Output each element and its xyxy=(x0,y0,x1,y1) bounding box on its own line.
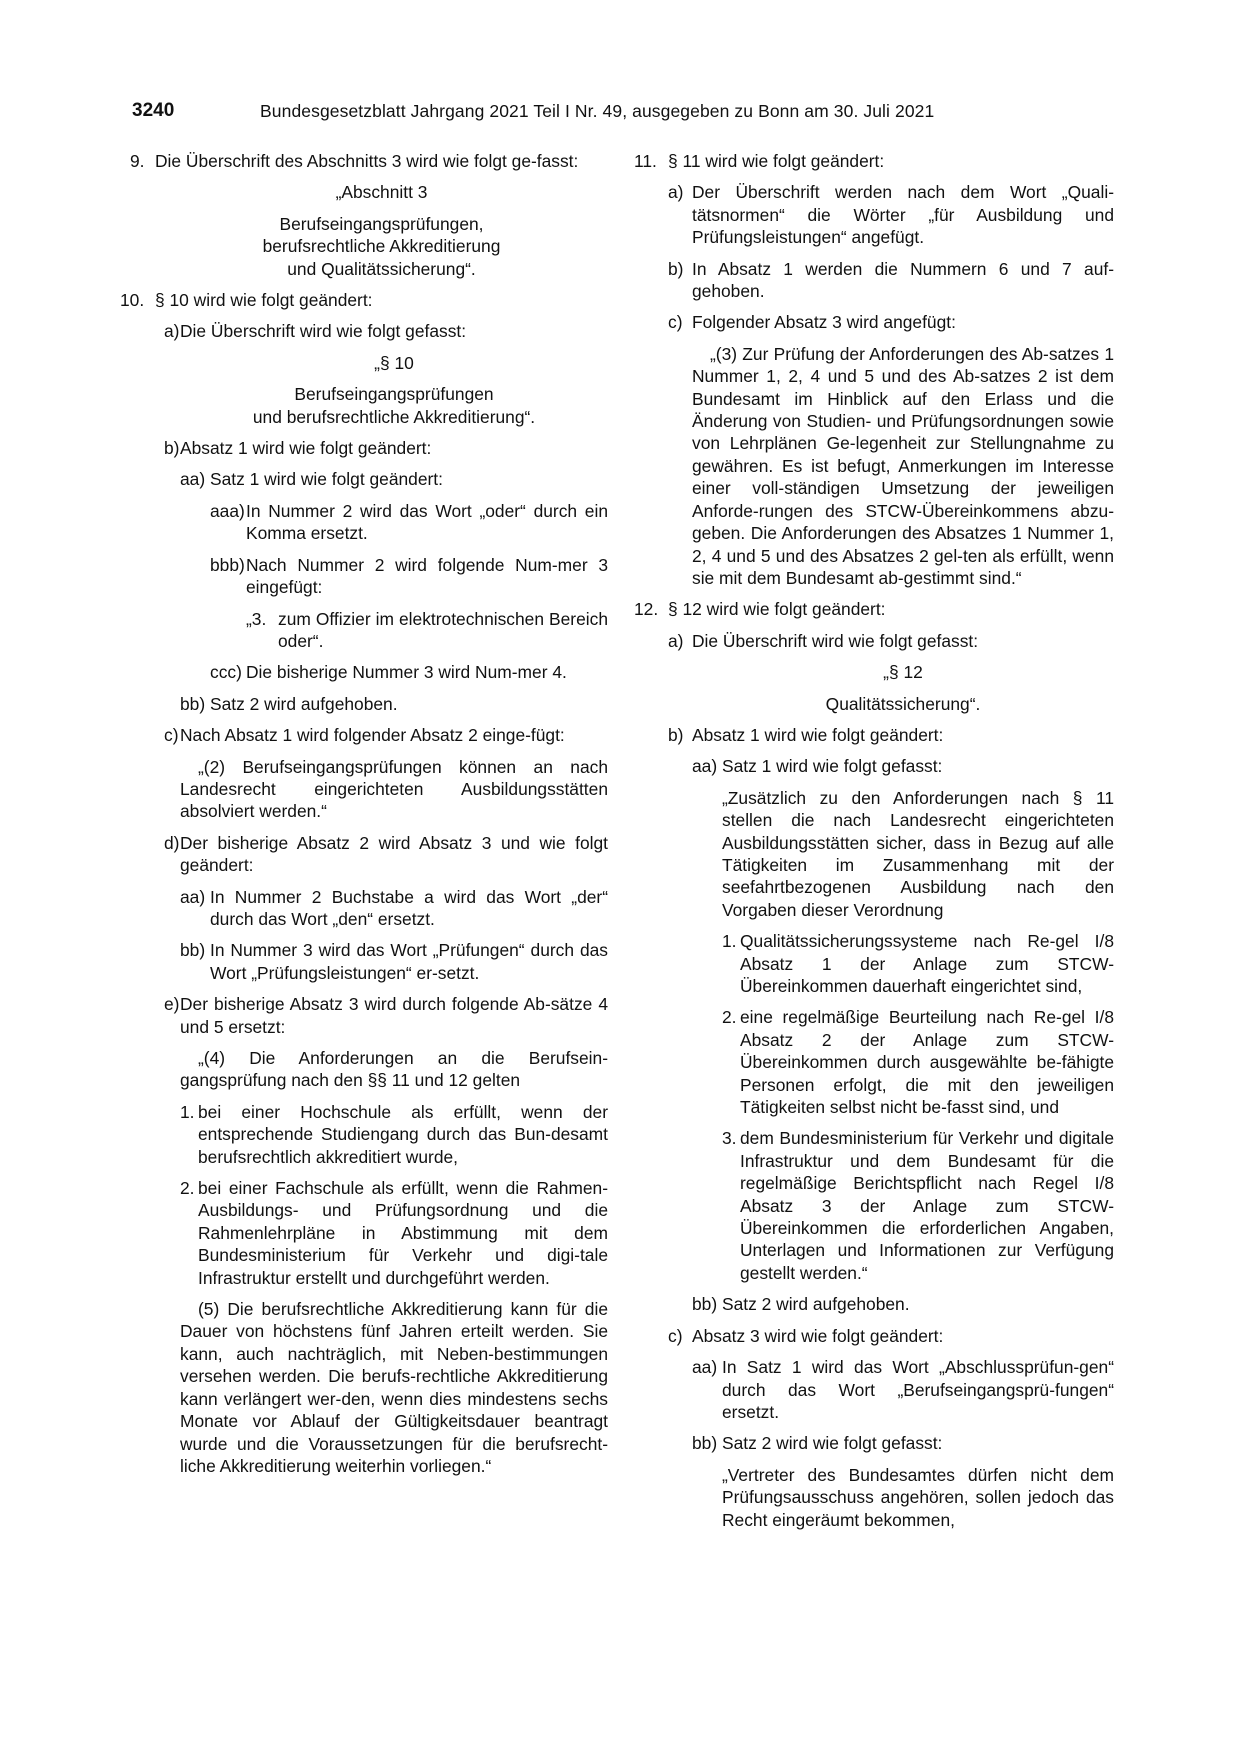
item-11-a xyxy=(634,181,1114,248)
item-10-b-bbb xyxy=(130,554,608,599)
item-10-d-bb xyxy=(130,939,608,984)
item-label: bbb) xyxy=(210,554,245,575)
item-10-e-2 xyxy=(130,1177,608,1289)
item-text: Satz 2 wird aufgehoben. xyxy=(722,1294,910,1315)
item-12-b-bb xyxy=(634,1293,1114,1315)
item-12-c-aa xyxy=(634,1356,1114,1423)
page-number: 3240 xyxy=(132,100,175,121)
item-11 xyxy=(634,150,1114,172)
quoted-heading: „Abschnitt 3 xyxy=(335,182,428,203)
quoted-heading-title: Qualitätssicherung“. xyxy=(825,693,981,714)
item-text: Absatz 1 wird wie folgt geändert: xyxy=(180,438,432,459)
item-10-b xyxy=(130,437,608,459)
item-label: 3. xyxy=(722,1128,737,1149)
item-text: § 10 wird wie folgt geändert: xyxy=(155,290,373,311)
item-label: 12. xyxy=(634,599,659,620)
item-label: b) xyxy=(668,258,684,279)
item-label: 1. xyxy=(722,931,737,952)
item-label: c) xyxy=(164,725,179,746)
quoted-paragraph: „Vertreter des Bundesamtes dürfen nicht dem Prüfungsausschuss angehören, sollen jedoch das Recht eingeräumt bekommen, xyxy=(722,1464,1114,1530)
item-text: In Nummer 2 Buchstabe a wird das Wort „der“ durch das Wort „den“ ersetzt. xyxy=(210,886,608,929)
page-header xyxy=(132,100,992,124)
item-10-b-ccc xyxy=(130,661,608,683)
item-text: In Nummer 3 wird das Wort „Prüfungen“ durch das Wort „Prüfungsleistungen“ er-setzt. xyxy=(210,940,608,983)
quoted-heading-title: Berufseingangsprüfungen und berufsrechtliche Akkreditierung“. xyxy=(252,384,536,427)
item-label: d) xyxy=(164,832,180,853)
item-text: Die bisherige Nummer 3 wird Num-mer 4. xyxy=(246,662,567,683)
item-10-c xyxy=(130,724,608,746)
gazette-header-title: Bundesgesetzblatt Jahrgang 2021 Teil I Nr. 49, ausgegeben zu Bonn am 30. Juli 2021 xyxy=(260,101,935,121)
quoted-heading-title: Berufseingangsprüfungen, berufsrechtliche Akkreditierung und Qualitätssicherung“. xyxy=(262,213,501,279)
quoted-paragraph: „(3) Zur Prüfung der Anforderungen des Ab-satzes 1 Nummer 1, 2, 4 und 5 und des Ab-satzes 2 ist dem Bundesamt im Hinblick auf den Erlass und die Änderung von Studien- und Prüfungsordnungen sowie von Lehrplänen Ge-legenheit zur Stellungnahme zu gewähren. Es ist befugt, Anmerkungen im Interesse einer voll-ständigen Umsetzung der jeweiligen Anforde-rungen des STCW-Übereinkommens abzu-geben. Die Anforderungen des Absatzes 1 Nummer 1, 2, 4 und 5 und des Absatzes 2 gel-ten als erfüllt, wenn sie mit dem Bundesamt ab-gestimmt sind.“ xyxy=(692,343,1114,588)
right-column xyxy=(634,150,1114,1540)
item-text: dem Bundesministerium für Verkehr und digitale Infrastruktur und dem Bundesamt für die regelmäßige Berichtspflicht nach Regel I/8 Absatz 3 der Anlage zum STCW-Übereinkommen die erforderlichen Angaben, Unterlagen und Informationen zur Verfügung gestellt werden.“ xyxy=(740,1128,1114,1283)
item-11-c xyxy=(634,311,1114,333)
item-label: b) xyxy=(164,438,180,459)
item-12-b-1 xyxy=(634,930,1114,997)
item-text: Satz 2 wird aufgehoben. xyxy=(210,693,398,714)
item-label: a) xyxy=(164,321,180,342)
item-label: e) xyxy=(164,994,180,1015)
item-label: 11. xyxy=(634,151,657,171)
item-10-a xyxy=(130,320,608,342)
item-text: eine regelmäßige Beurteilung nach Re-gel I/8 Absatz 2 der Anlage zum STCW-Übereinkommen durch ausgewählte be-fähigte Personen erfolgt, die mit den jeweiligen Tätigkeiten selbst nicht be-fasst sind, und xyxy=(740,1007,1114,1118)
item-10-b-bb xyxy=(130,693,608,715)
item-10-d-aa xyxy=(130,886,608,931)
item-10-d xyxy=(130,832,608,877)
quoted-heading: „§ 10 xyxy=(374,352,414,373)
item-label: ccc) xyxy=(210,662,242,683)
item-text: In Nummer 2 wird das Wort „oder“ durch ein Komma ersetzt. xyxy=(246,500,608,544)
item-label: 9. xyxy=(130,151,145,171)
item-label: 2. xyxy=(722,1007,737,1028)
item-label: aa) xyxy=(180,886,206,907)
item-label: 2. xyxy=(180,1178,195,1199)
item-12-b-2 xyxy=(634,1006,1114,1118)
item-text: Satz 1 wird wie folgt gefasst: xyxy=(722,756,943,777)
item-label: c) xyxy=(668,1325,683,1346)
item-label: aa) xyxy=(692,1357,718,1378)
item-text: Satz 2 wird wie folgt gefasst: xyxy=(722,1433,943,1454)
item-text: Absatz 1 wird wie folgt geändert: xyxy=(692,724,944,745)
quoted-paragraph: „(4) Die Anforderungen an die Berufsein-gangsprüfung nach den §§ 11 und 12 gelten xyxy=(180,1048,608,1091)
item-text: bei einer Hochschule als erfüllt, wenn der entsprechende Studiengang durch das Bun-desamt berufsrechtlich akkreditiert wurde, xyxy=(198,1101,608,1167)
item-label: a) xyxy=(668,182,684,203)
item-text: § 12 wird wie folgt geändert: xyxy=(668,599,886,620)
item-label: bb) xyxy=(180,693,206,714)
item-text: Qualitätssicherungssysteme nach Re-gel I/8 Absatz 1 der Anlage zum STCW-Übereinkommen dauerhaft eingerichtet sind, xyxy=(740,931,1114,996)
item-text: In Absatz 1 werden die Nummern 6 und 7 auf-gehoben. xyxy=(692,258,1114,302)
item-text: Der bisherige Absatz 3 wird durch folgende Ab-sätze 4 und 5 ersetzt: xyxy=(180,994,608,1037)
item-12-b xyxy=(634,724,1114,746)
item-text: Absatz 3 wird wie folgt geändert: xyxy=(692,1325,944,1346)
left-column xyxy=(120,150,608,1486)
item-text: zum Offizier im elektrotechnischen Bereich oder“. xyxy=(278,608,608,651)
item-11-b xyxy=(634,258,1114,303)
item-text: Der bisherige Absatz 2 wird Absatz 3 und wie folgt geändert: xyxy=(180,832,608,876)
quoted-paragraph: „Zusätzlich zu den Anforderungen nach § 11 stellen die nach Landesrecht eingerichteten Ausbildungsstätten sicher, dass in Bezug auf alle Tätigkeiten im Zusammenhang mit der seefahrtbezogenen Ausbildung nach den Vorgaben dieser Verordnung xyxy=(722,787,1114,920)
item-12 xyxy=(634,598,1114,620)
quoted-heading: „§ 12 xyxy=(883,662,923,683)
item-9 xyxy=(130,150,608,172)
item-10-e xyxy=(130,993,608,1038)
item-text: § 11 wird wie folgt geändert: xyxy=(668,151,885,171)
item-10-b-aaa xyxy=(130,500,608,545)
item-text: Die Überschrift des Abschnitts 3 wird wie folgt ge-fasst: xyxy=(155,151,579,171)
item-text: Satz 1 wird wie folgt geändert: xyxy=(210,469,443,490)
item-text: Die Überschrift wird wie folgt gefasst: xyxy=(692,630,979,651)
item-text: Nach Absatz 1 wird folgender Absatz 2 einge-fügt: xyxy=(180,725,565,746)
item-text: Nach Nummer 2 wird folgende Num-mer 3 eingefügt: xyxy=(246,554,608,598)
item-text: Folgender Absatz 3 wird angefügt: xyxy=(692,312,956,333)
item-10-e-1 xyxy=(130,1101,608,1168)
item-10-b-bbb-quote xyxy=(130,608,608,653)
item-label: aa) xyxy=(692,756,718,777)
item-text: Die Überschrift wird wie folgt gefasst: xyxy=(180,321,467,342)
item-label: aa) xyxy=(180,469,206,490)
item-label: c) xyxy=(668,312,683,333)
item-12-c-bb xyxy=(634,1432,1114,1454)
item-10-b-aa xyxy=(130,468,608,490)
item-label: a) xyxy=(668,630,684,651)
quoted-paragraph: (5) Die berufsrechtliche Akkreditierung kann für die Dauer von höchstens fünf Jahren erteilt werden. Sie kann, auch nachträglich, mit Neben-bestimmungen versehen werden. Die berufs-rechtliche Akkreditierung kann verlängert wer-den, wenn dies mindestens sechs Monate vor Ablauf der Gültigkeitsdauer beantragt wurde und die Voraussetzungen für die berufsrecht-liche Akkreditierung weiterhin vorliegen.“ xyxy=(180,1299,608,1476)
item-text: Der Überschrift werden nach dem Wort „Quali-tätsnormen“ die Wörter „für Ausbildung und Prüfungsleistungen“ angefügt. xyxy=(692,182,1114,248)
item-12-b-aa xyxy=(634,755,1114,777)
item-10 xyxy=(120,289,608,311)
item-label: b) xyxy=(668,724,684,745)
quoted-paragraph: „(2) Berufseingangsprüfungen können an nach Landesrecht eingerichteten Ausbildungsstätten absolviert werden.“ xyxy=(180,756,608,822)
item-label: bb) xyxy=(180,940,206,961)
item-12-c xyxy=(634,1325,1114,1347)
item-12-b-3 xyxy=(634,1127,1114,1284)
item-label: 10. xyxy=(120,290,145,311)
item-label: bb) xyxy=(692,1294,718,1315)
item-label: „3. xyxy=(246,608,267,629)
item-label: 1. xyxy=(180,1101,195,1122)
item-text: In Satz 1 wird das Wort „Abschlussprüfun-gen“ durch das Wort „Berufseingangsprü-fungen“ ersetzt. xyxy=(722,1357,1114,1422)
item-text: bei einer Fachschule als erfüllt, wenn die Rahmen-Ausbildungs- und Prüfungsordnung und die Rahmenlehrpläne in Abstimmung mit dem Bundesministerium für Verkehr und digi-tale Infrastruktur erstellt und durchgeführt werden. xyxy=(198,1178,608,1288)
item-label: bb) xyxy=(692,1433,718,1454)
item-label: aaa) xyxy=(210,500,245,521)
item-12-a xyxy=(634,630,1114,652)
